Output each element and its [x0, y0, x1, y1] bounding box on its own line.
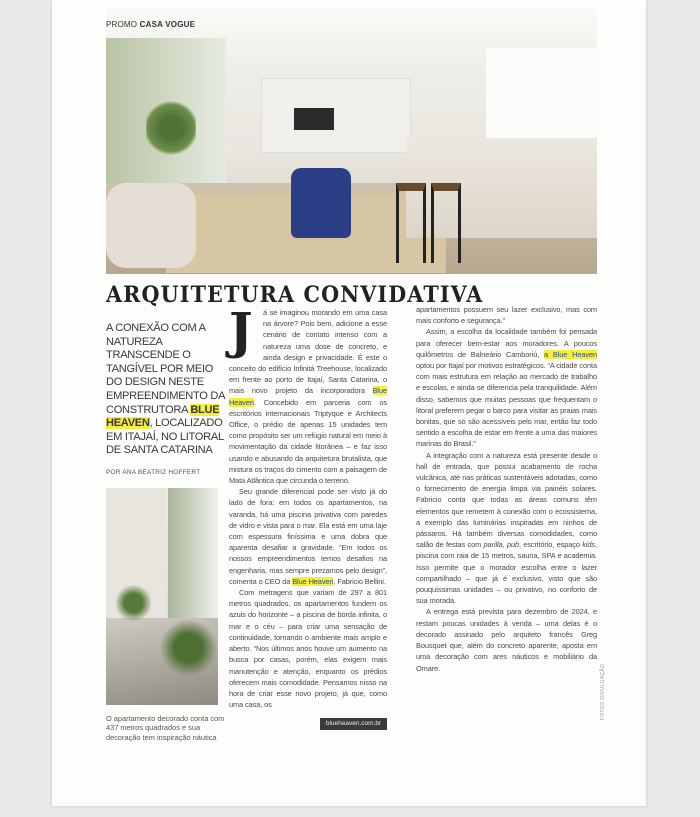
text: , — [502, 540, 507, 550]
highlight-blue-heaven: a Blue Heaven — [544, 349, 597, 359]
drop-cap: J — [229, 301, 253, 360]
section-label — [106, 20, 195, 29]
text: . Concebido em parceria com os escritórios internacionais Triptyque e Architects Office, o prédio de apenas 15 unidades tem como propósito ser um refúgio natural em meio à movimentação da cidade litorânea – e faz isso usando e abusando da arquitetura brutalista, que mistura os traços do cimento com a paisagem de Mata Atlântica que circunda o terreno. — [229, 397, 387, 486]
section-name: PROMO — [106, 20, 138, 29]
text: A integração com a natureza está presente desde o hall de entrada, que possui acabamento de rocha vulcânica, até nas práticas sustentáveis adotadas, como o fornecimento de energia limpa via painéis solares. Fabricio conta que todas as áreas comuns têm elementos que remetem à conexão com o ecossistema, a exemplo das luminárias inspiradas em ninhos de pássaros. Há também diversas comodidades, como salão de festas com — [416, 450, 597, 550]
italic-term: kids — [582, 540, 596, 550]
paragraph: apartamentos possuem seu lazer exclusivo, mas com mais conforto e segurança.” — [416, 305, 597, 326]
lead-block — [106, 322, 230, 477]
article-title: ARQUITETURA CONVIDATIVA — [106, 282, 484, 308]
brand-name: CASA VOGUE — [139, 20, 196, 29]
hero-photo-living-room — [106, 8, 597, 274]
italic-term: parilla — [483, 540, 503, 550]
lead-highlight: BLUE HEAVEN — [106, 403, 220, 430]
article-column-2 — [416, 304, 597, 674]
website-url[interactable]: blueheaven.com.br — [320, 718, 387, 730]
photo-credit: FOTOS DIVULGAÇÃO — [600, 663, 606, 720]
paragraph — [416, 450, 597, 607]
text: , Fabricio Bellini. — [333, 576, 386, 586]
highlight-blue-heaven: Blue Heaven — [229, 386, 387, 407]
text: , piscina com raia de 15 metros, sauna, SPA e academia. Isso permite que o morador escolha entre o lazer compartilhado – que já é exclusivo, visto que são pouquíssimas unidades – ou privativo, no conforto de sua morada. — [416, 540, 597, 606]
text: Seu grande diferencial pode ser visto já do lado de fora: em todos os apartamentos, na varanda, há uma piscina privativa com paredes de vidro e vista para o mar. Ela está em uma laje com espessura finíssima e uma dobra que aparenta desafiar a gravidade. “Em todos os nossos empreendimentos temos desafios na engenharia, mas sempre prezamos pelo design”, comenta o CEO da — [229, 487, 387, 586]
paragraph — [229, 486, 387, 587]
text: Assim, a escolha da localidade também foi pensada para oferecer bem-estar aos moradores. A poucos quilômetros de Balneário Camboriú, — [416, 327, 597, 359]
text: optou por Itajaí por motivos estratégicos. “A cidade conta com mais estrutura em relação ao mercado de trabalho e escolas, e ainda se diferencia pela tranquilidade. Além disso, sabemos que muitas pessoas que frequentam o litoral preferem pegar o barco para visitar as praias mais bonitas, que só são acessíveis pelo mar, então faz todo sentido a escolha de estar em frente a uma das maiores marinas do Brasil.” — [416, 361, 597, 449]
paragraph — [229, 301, 387, 486]
article-lead — [106, 322, 230, 458]
photo-caption: O apartamento decorado conta com 437 metros quadrados e sua decoração tem inspiração náutica — [106, 714, 225, 742]
lead-text-end: , LOCALIZADO EM ITAJAÍ, NO LITORAL DE SANTA CATARINA — [106, 417, 224, 457]
paragraph: Com metragens que variam de 297 a 801 metros quadrados, os apartamentos fundem os azuis do horizonte – a piscina de borda infinita, o mar e o céu – para criar uma sensação de continuidade, tornando o ambiente mais amplo e aberto. “Nos últimos anos houve um aumento na busca por casas, porém, elas exigem mais manutenção e atenção, enquanto os prédios oferecem mais comodidade. Pensamos nisso na hora de criar esse novo projeto, já que, como uma casa, os — [229, 588, 387, 710]
paragraph — [416, 326, 597, 449]
article-column-1 — [229, 301, 387, 730]
paragraph: A entrega está prevista para dezembro de 2024, e restam poucas unidades à venda – uma delas é o decorado assinado pelo arquiteto francês Greg Bousquet que, além do concreto aparente, aposta em uma decoração com ares náuticos e mobiliário da Omare. — [416, 607, 597, 673]
text: á se imaginou morando em uma casa na árvore? Pois bem, adicione a esse cenário de contato intenso com a natureza uma dose de concreto, e ainda design e privacidade. É este o conceito do edifício Infinitá Treehouse, localizado em frente ao porto de Itajaí, Santa Catarina, o mais novo projeto da incorporadora — [229, 308, 387, 396]
highlight-blue-heaven: Blue Heaven — [292, 576, 334, 586]
apartment-photo — [106, 488, 218, 705]
text: , escritório, espaço — [518, 540, 583, 550]
byline: POR ANA BEATRIZ HOFFERT — [106, 468, 201, 476]
lead-text: A CONEXÃO COM A NATUREZA TRANSCENDE O TANGÍVEL POR MEIO DO DESIGN NESTE EMPREENDIMENTO DA CONSTRUTORA — [106, 322, 225, 416]
italic-term: pub — [506, 540, 519, 550]
